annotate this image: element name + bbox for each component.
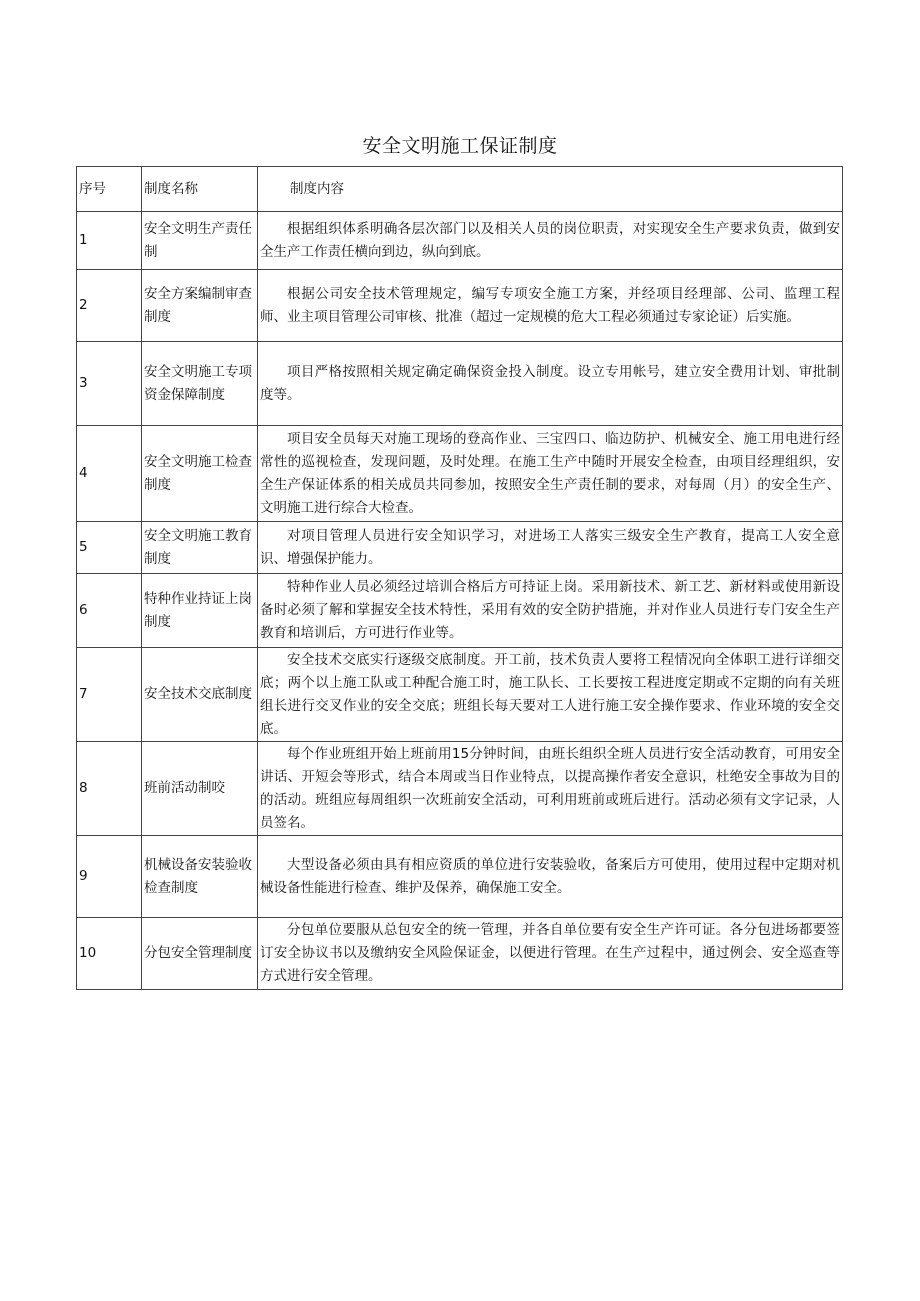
table-row bbox=[77, 270, 843, 342]
row-content: 根据组织体系明确各层次部门以及相关人员的岗位职责，对实现安全生产要求负责，做到安全生产工作责任横向到边，纵向到底。 bbox=[258, 212, 843, 270]
row-no: 3 bbox=[77, 342, 142, 426]
table-row bbox=[77, 426, 843, 522]
table-row bbox=[77, 342, 843, 426]
row-content: 特种作业人员必须经过培训合格后方可持证上岗。采用新技术、新工艺、新材料或使用新设备时必须了解和掌握安全技术特性，采用有效的安全防护措施，并对作业人员进行专门安全生产教育和培训后，方可进行作业等。 bbox=[258, 574, 843, 648]
row-name: 安全技术交底制度 bbox=[142, 648, 258, 742]
row-name: 分包安全管理制度 bbox=[142, 918, 258, 990]
header-name: 制度名称 bbox=[142, 167, 258, 212]
row-no: 2 bbox=[77, 270, 142, 342]
page-title: 安全文明施工保证制度 bbox=[362, 135, 558, 157]
row-name: 安全文明施工检查制度 bbox=[142, 426, 258, 522]
row-content: 对项目管理人员进行安全知识学习，对进场工人落实三级安全生产教育，提高工人安全意识、增强保护能力。 bbox=[258, 522, 843, 574]
header-no: 序号 bbox=[77, 167, 142, 212]
row-name: 机械设备安装验收检查制度 bbox=[142, 836, 258, 918]
table-row bbox=[77, 212, 843, 270]
row-no: 7 bbox=[77, 648, 142, 742]
row-name: 班前活动制咬 bbox=[142, 742, 258, 836]
row-name: 特种作业持证上岗制度 bbox=[142, 574, 258, 648]
row-no: 9 bbox=[77, 836, 142, 918]
row-content: 安全技术交底实行逐级交底制度。开工前，技术负责人要将工程情况向全体职工进行详细交底；两个以上施工队或工种配合施工时，施工队长、工长要按工程进度定期或不定期的向有关班组长进行交叉作业的安全交底；班组长每天要对工人进行施工安全操作要求、作业环境的安全交底。 bbox=[258, 648, 843, 742]
table-row bbox=[77, 918, 843, 990]
row-name: 安全文明施工教育制度 bbox=[142, 522, 258, 574]
table-row bbox=[77, 574, 843, 648]
row-content: 分包单位要服从总包安全的统一管理，并各自单位要有安全生产许可证。各分包进场都要签订安全协议书以及缴纳安全风险保证金，以便进行管理。在生产过程中，通过例会、安全巡查等方式进行安全管理。 bbox=[258, 918, 843, 990]
row-name: 安全文明施工专项资金保障制度 bbox=[142, 342, 258, 426]
row-no: 5 bbox=[77, 522, 142, 574]
row-content: 根据公司安全技术管理规定，编写专项安全施工方案，并经项目经理部、公司、监理工程师、业主项目管理公司审核、批准（超过一定规模的危大工程必须通过专家论证）后实施。 bbox=[258, 270, 843, 342]
safety-rules-table bbox=[76, 166, 843, 990]
row-no: 4 bbox=[77, 426, 142, 522]
table-row bbox=[77, 742, 843, 836]
header-content: 制度内容 bbox=[258, 167, 843, 212]
row-no: 6 bbox=[77, 574, 142, 648]
table-row bbox=[77, 522, 843, 574]
row-content: 大型设备必须由具有相应资质的单位进行安装验收，备案后方可使用，使用过程中定期对机械设备性能进行检查、维护及保养，确保施工安全。 bbox=[258, 836, 843, 918]
row-content: 项目严格按照相关规定确定确保资金投入制度。设立专用帐号，建立安全费用计划、审批制度等。 bbox=[258, 342, 843, 426]
row-no: 1 bbox=[77, 212, 142, 270]
table-row bbox=[77, 648, 843, 742]
table-row bbox=[77, 836, 843, 918]
row-no: 10 bbox=[77, 918, 142, 990]
row-name: 安全方案编制审查制度 bbox=[142, 270, 258, 342]
table-header-row bbox=[77, 167, 843, 212]
row-content: 项目安全员每天对施工现场的登高作业、三宝四口、临边防护、机械安全、施工用电进行经常性的巡视检查，发现问题，及时处理。在施工生产中随时开展安全检查，由项目经理组织，安全生产保证体系的相关成员共同参加，按照安全生产责任制的要求，对每周（月）的安全生产、文明施工进行综合大检查。 bbox=[258, 426, 843, 522]
row-content: 每个作业班组开始上班前用15分钟时间，由班长组织全班人员进行安全活动教育，可用安全讲话、开短会等形式，结合本周或当日作业特点，以提高操作者安全意识，杜绝安全事故为目的的活动。班组应每周组织一次班前安全活动，可利用班前或班后进行。活动必须有文字记录，人员签名。 bbox=[258, 742, 843, 836]
row-no: 8 bbox=[77, 742, 142, 836]
row-name: 安全文明生产责任制 bbox=[142, 212, 258, 270]
